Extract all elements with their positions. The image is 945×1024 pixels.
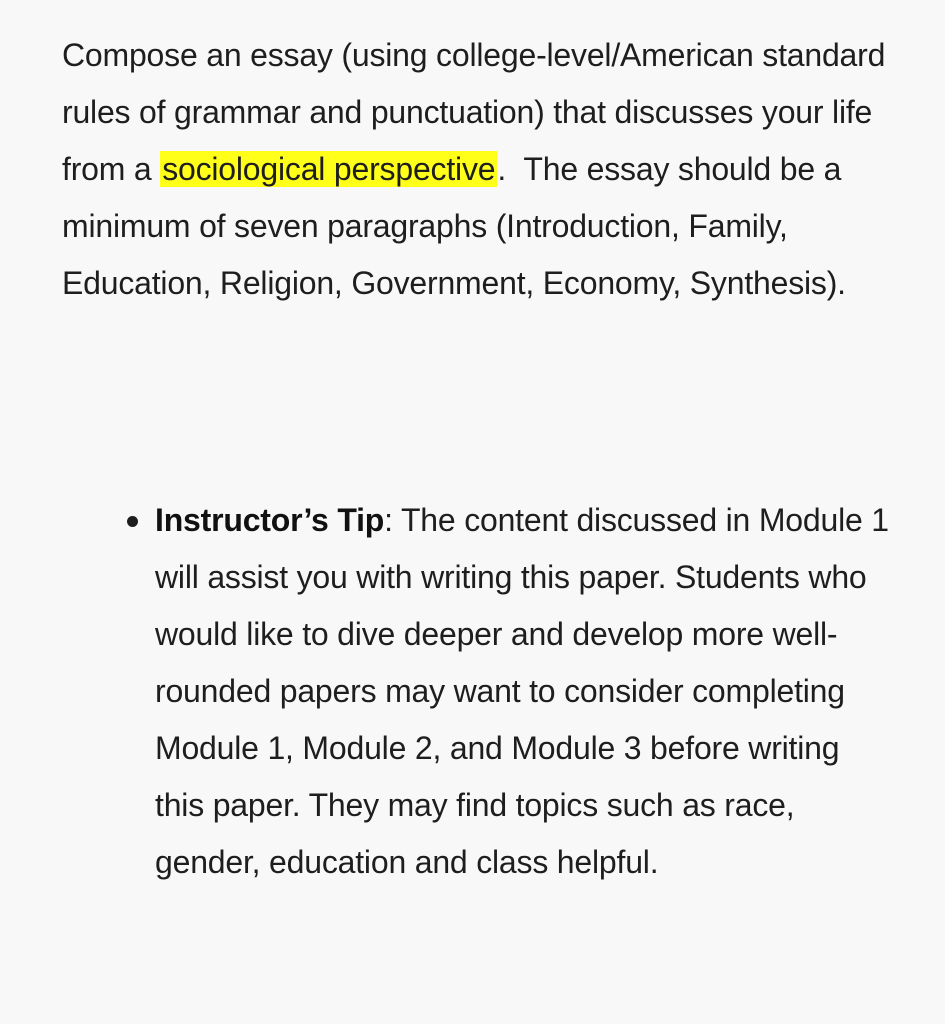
instructor-tip-text: The content discussed in Module 1 will assist you with writing this paper. Students who would like to dive deeper and develop more well-rounded papers may want to consider completing Module 1, Module 2, and Module 3 before writing this paper. They may find topics such as race, gender, education and class helpful.: [155, 502, 889, 880]
assignment-text-after-highlight: . The essay should be a minimum of seven paragraphs (Introduction, Family, Education, Religion, Government, Economy, Synthesis).: [62, 151, 846, 301]
assignment-paragraph: [62, 27, 892, 312]
highlighted-sociological-perspective: sociological perspective: [162, 151, 496, 187]
instructor-tip-list: [155, 492, 895, 891]
instructor-tip-separator: :: [384, 502, 393, 538]
bullet-icon: [127, 516, 138, 527]
instructor-tip-item: [155, 492, 895, 891]
instructor-tip-label: Instructor’s Tip: [155, 502, 385, 538]
assignment-text-before-highlight: Compose an essay (using college-level/American standard rules of grammar and punctuation) that discusses your life from a: [62, 37, 886, 187]
